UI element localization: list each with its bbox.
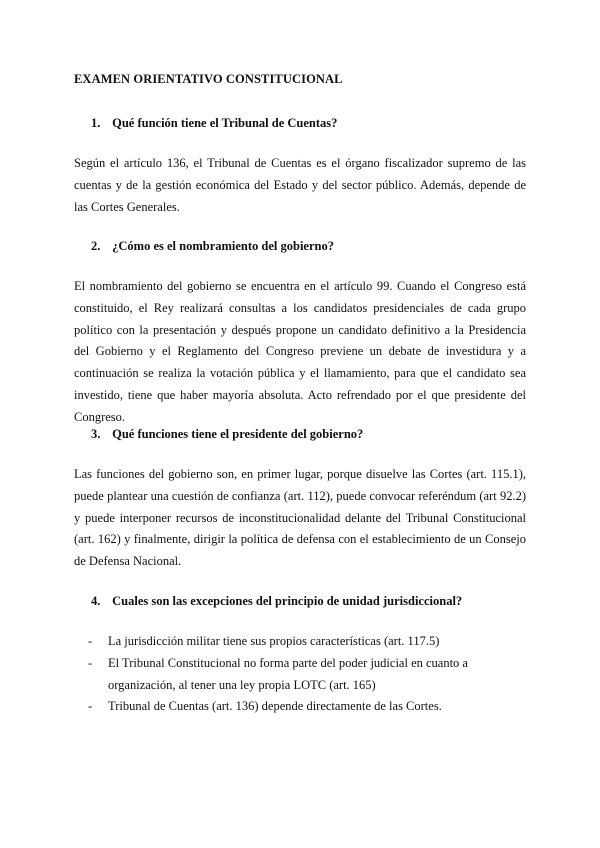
list-item <box>88 653 528 697</box>
question-4-heading <box>91 594 462 609</box>
question-number: 4. <box>91 594 101 608</box>
list-item <box>88 631 528 653</box>
list-item-text: Tribunal de Cuentas (art. 136) depende directamente de las Cortes. <box>108 699 442 714</box>
list-item-text: La jurisdicción militar tiene sus propios características (art. 117.5) <box>108 634 440 648</box>
bullet-dash: - <box>88 634 93 648</box>
question-text: Qué función tiene el Tribunal de Cuentas? <box>112 116 338 130</box>
answer-1-paragraph: Según el artículo 136, el Tribunal de Cuentas es el órgano fiscalizador supremo de las cuentas y de la gestión económica del Estado y del sector público. Además, depende de las Cortes Generales. <box>74 156 526 214</box>
list-item <box>88 696 528 718</box>
question-3-heading <box>91 427 363 442</box>
page-title: EXAMEN ORIENTATIVO CONSTITUCIONAL <box>74 72 343 86</box>
question-number: 3. <box>91 427 101 441</box>
answer-3-paragraph: Las funciones del gobierno son, en primer lugar, porque disuelve las Cortes (art. 115.1), puede plantear una cuestión de confianza (art. 112), puede convocar referéndum (art 92.2) y puede interponer recursos de inconstitucionalidad delante del Tribunal Constitucional (art. 162) y finalmente, dirigir la política de defensa con el establecimiento de un Consejo de Defensa Nacional. <box>74 467 526 569</box>
list-item-text: El Tribunal Constitucional no forma parte del poder judicial en cuanto a organización, al tener una ley propia LOTC (art. 165) <box>108 655 468 692</box>
question-1-heading <box>91 116 337 131</box>
question-2-heading <box>91 239 334 254</box>
question-text: ¿Cómo es el nombramiento del gobierno? <box>112 239 334 253</box>
exceptions-list <box>88 631 528 718</box>
question-text: Cuales son las excepciones del principio de unidad jurisdiccional? <box>112 594 463 608</box>
question-number: 1. <box>91 116 101 130</box>
question-text: Qué funciones tiene el presidente del gobierno? <box>112 427 364 441</box>
question-number: 2. <box>91 239 101 253</box>
answer-2-paragraph: El nombramiento del gobierno se encuentra en el artículo 99. Cuando el Congreso está constituido, el Rey realizará consultas a los candidatos presidenciales de cada grupo político con la presentación y después propone un candidato definitivo a la Presidencia del Gobierno y el Reglamento del Congreso previene un debate de investidura y a continuación se realiza la votación pública y el llamamiento, para que el candidato sea investido, tiene que haber mayoría absoluta. Acto refrendado por el que presidente del Congreso. <box>74 279 526 424</box>
bullet-dash: - <box>88 655 93 670</box>
bullet-dash: - <box>88 699 93 714</box>
